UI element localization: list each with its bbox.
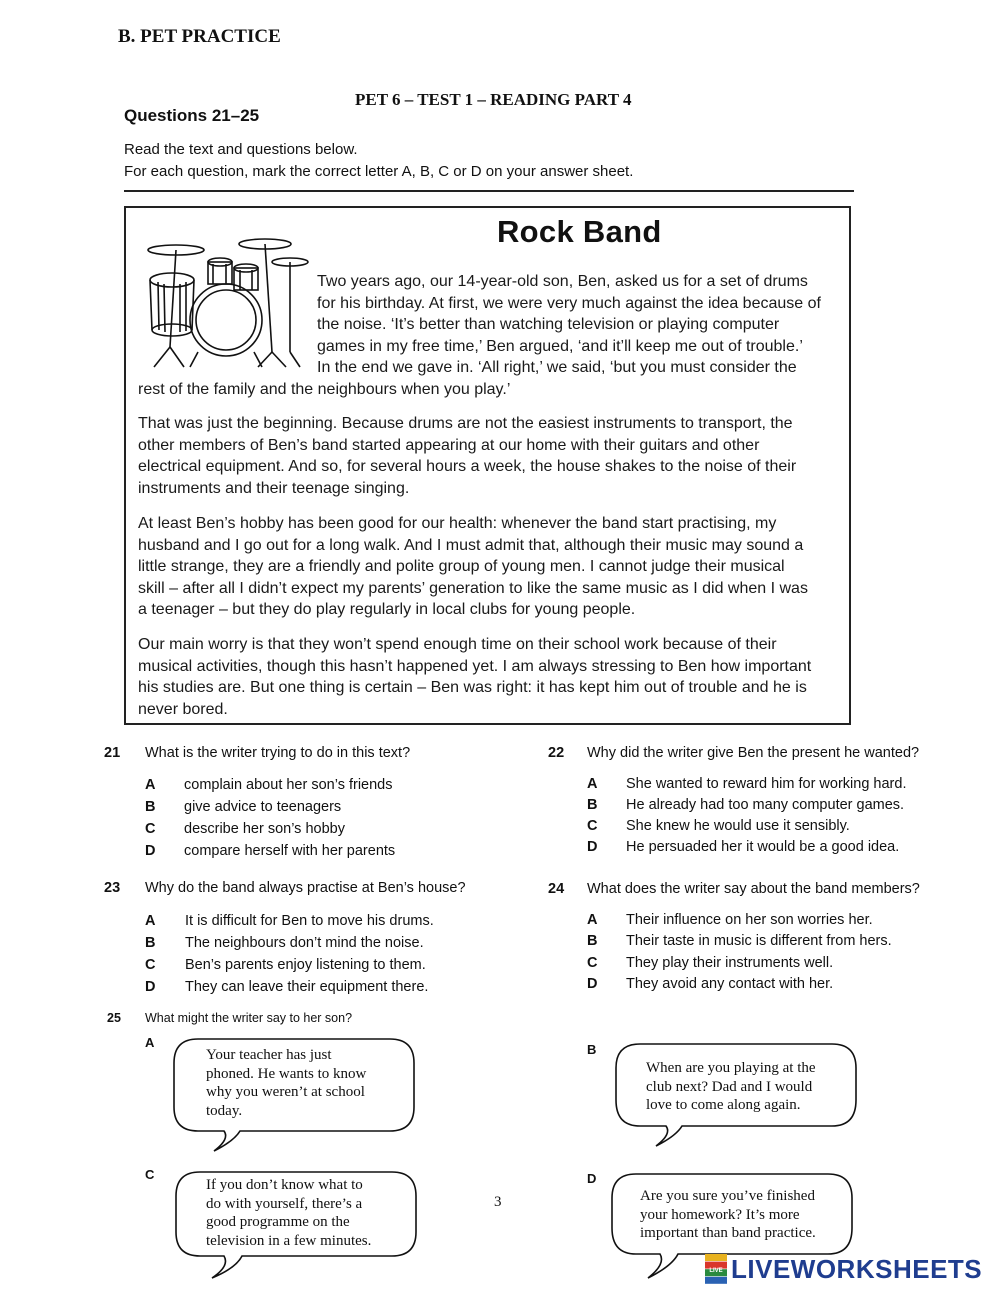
instruction-line-1: Read the text and questions below. (124, 141, 358, 158)
q21-option-a-letter[interactable]: A (145, 777, 156, 793)
q22-option-a-letter[interactable]: A (587, 776, 598, 792)
bubble-d-text (640, 1187, 816, 1243)
bubble-line: Your teacher has just (206, 1047, 332, 1063)
q23-option-d-letter[interactable]: D (145, 979, 156, 995)
bubble-line: If you don’t know what to (206, 1177, 363, 1193)
article-line: for his birthday. At first, we were very much against the idea because of (317, 294, 821, 312)
q21-option-b-letter[interactable]: B (145, 799, 156, 815)
article-line: skill – after all I didn’t expect my parents’ generation to like the same music as I did when I was (138, 579, 808, 597)
bubble-line: phoned. He wants to know (206, 1065, 367, 1082)
q24-option-a-letter[interactable]: A (587, 912, 598, 928)
liveworksheets-text[interactable]: LIVEWORKSHEETS (731, 1253, 983, 1284)
q21-option-d[interactable]: compare herself with her parents (184, 843, 396, 859)
q23-option-a[interactable]: It is difficult for Ben to move his drums. (185, 913, 434, 929)
article-paragraph-4 (138, 634, 811, 720)
article-line: Two years ago, our 14-year-old son, Ben, asked us for a set of drums (317, 273, 808, 290)
bubble-d-letter[interactable]: D (587, 1171, 597, 1186)
article-line: other members of Ben’s band started appearing at our home with their guitars and other (138, 436, 760, 454)
article-line: the noise. ‘It’s better than watching television or playing computer (317, 316, 780, 334)
page-number: 3 (494, 1194, 502, 1210)
article-title: Rock Band (497, 214, 662, 249)
article-line: In the end we gave in. ‘All right,’ we said, ‘but you must consider the (317, 359, 797, 377)
q24-option-d[interactable]: They avoid any contact with her. (626, 976, 834, 992)
q24-option-d-letter[interactable]: D (587, 976, 598, 992)
bubble-line: why you weren’t at school (206, 1084, 365, 1100)
bubble-b-letter[interactable]: B (587, 1042, 597, 1057)
q22-option-c-letter[interactable]: C (587, 818, 598, 834)
question-23-text: Why do the band always practise at Ben’s house? (145, 880, 466, 896)
article-line: never bored. (138, 700, 228, 718)
bubble-line: Are you sure you’ve finished (640, 1188, 815, 1204)
article-line: At least Ben’s hobby has been good for our health: whenever the band start practising, my (138, 515, 777, 532)
question-22-number: 22 (548, 745, 565, 761)
q21-option-b[interactable]: give advice to teenagers (184, 799, 342, 815)
q22-option-d[interactable]: He persuaded her it would be a good idea. (626, 839, 900, 855)
bubble-c-letter[interactable]: C (145, 1167, 155, 1182)
section-title: B. PET PRACTICE (118, 26, 281, 47)
test-title: PET 6 – TEST 1 – READING PART 4 (355, 90, 632, 109)
article-line: instruments and their teenage singing. (138, 479, 410, 497)
questions-range: Questions 21–25 (124, 106, 260, 125)
bubble-line: your homework? It’s more (640, 1206, 800, 1223)
bubble-line: When are you playing at the (646, 1060, 816, 1076)
article-paragraph-2 (138, 413, 796, 499)
bubble-line: television in a few minutes. (206, 1232, 372, 1249)
drum-kit-icon (140, 232, 310, 372)
article-paragraph-1-end: rest of the family and the neighbours when you play.’ (138, 381, 511, 398)
question-24-number: 24 (548, 881, 565, 897)
q22-option-d-letter[interactable]: D (587, 839, 598, 855)
bubble-line: important than band practice. (640, 1225, 816, 1241)
q22-option-a[interactable]: She wanted to reward him for working hard. (626, 776, 907, 792)
bubble-a-letter[interactable]: A (145, 1035, 155, 1050)
bubble-line: good programme on the (206, 1214, 350, 1230)
bubble-b-text (646, 1059, 816, 1115)
question-24-text: What does the writer say about the band members? (587, 881, 920, 897)
bubble-a-text (206, 1046, 366, 1120)
q23-option-c-letter[interactable]: C (145, 957, 156, 973)
q23-option-b[interactable]: The neighbours don’t mind the noise. (185, 935, 424, 951)
article-line: his studies are. But one thing is certain – Ben was right: it has kept him out of trouble and he is (138, 679, 807, 697)
q24-option-b-letter[interactable]: B (587, 933, 598, 949)
article-line: little strange, they are a friendly and polite group of young men. I cannot judge their musical (138, 558, 785, 576)
question-23-number: 23 (104, 880, 121, 896)
q21-option-d-letter[interactable]: D (145, 843, 156, 859)
divider (124, 190, 854, 192)
question-25-number: 25 (107, 1011, 121, 1025)
question-25-text: What might the writer say to her son? (145, 1011, 353, 1025)
instruction-line-2: For each question, mark the correct letter A, B, C or D on your answer sheet. (124, 163, 634, 180)
q21-option-a[interactable]: complain about her son’s friends (184, 777, 393, 793)
logo-badge-text: LIVE (709, 1268, 723, 1274)
q23-option-d[interactable]: They can leave their equipment there. (185, 979, 429, 995)
q21-option-c[interactable]: describe her son’s hobby (184, 821, 345, 837)
q23-option-b-letter[interactable]: B (145, 935, 156, 951)
liveworksheets-badge-icon (705, 1254, 727, 1284)
q22-option-b-letter[interactable]: B (587, 797, 598, 813)
article-line: musical activities, though this hasn’t happened yet. I am always stressing to Ben how important (138, 657, 812, 675)
question-22-text: Why did the writer give Ben the present he wanted? (587, 745, 920, 761)
q21-option-c-letter[interactable]: C (145, 821, 156, 837)
article-line: electrical equipment. And so, for several hours a week, the house shakes to the noise of their (138, 458, 797, 476)
bubble-c-text (206, 1176, 371, 1250)
q24-option-b[interactable]: Their taste in music is different from hers. (626, 933, 892, 949)
article-line: husband and I go out for a long walk. And I must admit that, although their music may sound a (138, 536, 804, 554)
question-21-number: 21 (104, 745, 121, 761)
bubble-line: do with yourself, there’s a (206, 1195, 363, 1212)
bubble-line: love to come along again. (646, 1097, 801, 1113)
bubble-line: today. (206, 1102, 243, 1119)
q23-option-c[interactable]: Ben’s parents enjoy listening to them. (185, 957, 426, 973)
q24-option-a[interactable]: Their influence on her son worries her. (626, 912, 873, 928)
q23-option-a-letter[interactable]: A (145, 913, 156, 929)
q24-option-c[interactable]: They play their instruments well. (626, 955, 834, 971)
liveworksheets-logo (705, 1254, 982, 1284)
article-line: That was just the beginning. Because drums are not the easiest instruments to transport, the (138, 415, 793, 432)
article-paragraph-1 (317, 271, 821, 379)
q22-option-b[interactable]: He already had too many computer games. (626, 797, 905, 813)
bubble-line: club next? Dad and I would (646, 1078, 813, 1095)
question-21-text: What is the writer trying to do in this text? (145, 745, 411, 761)
article-line: games in my free time,’ Ben argued, ‘and it’ll keep me out of trouble.’ (317, 337, 803, 355)
q22-option-c[interactable]: She knew he would use it sensibly. (626, 818, 850, 834)
article-line: a teenager – but they do play regularly in local clubs for young people. (138, 601, 636, 619)
article-paragraph-3 (138, 513, 808, 621)
q24-option-c-letter[interactable]: C (587, 955, 598, 971)
article-line: Our main worry is that they won’t spend enough time on their school work because of their (138, 636, 777, 653)
